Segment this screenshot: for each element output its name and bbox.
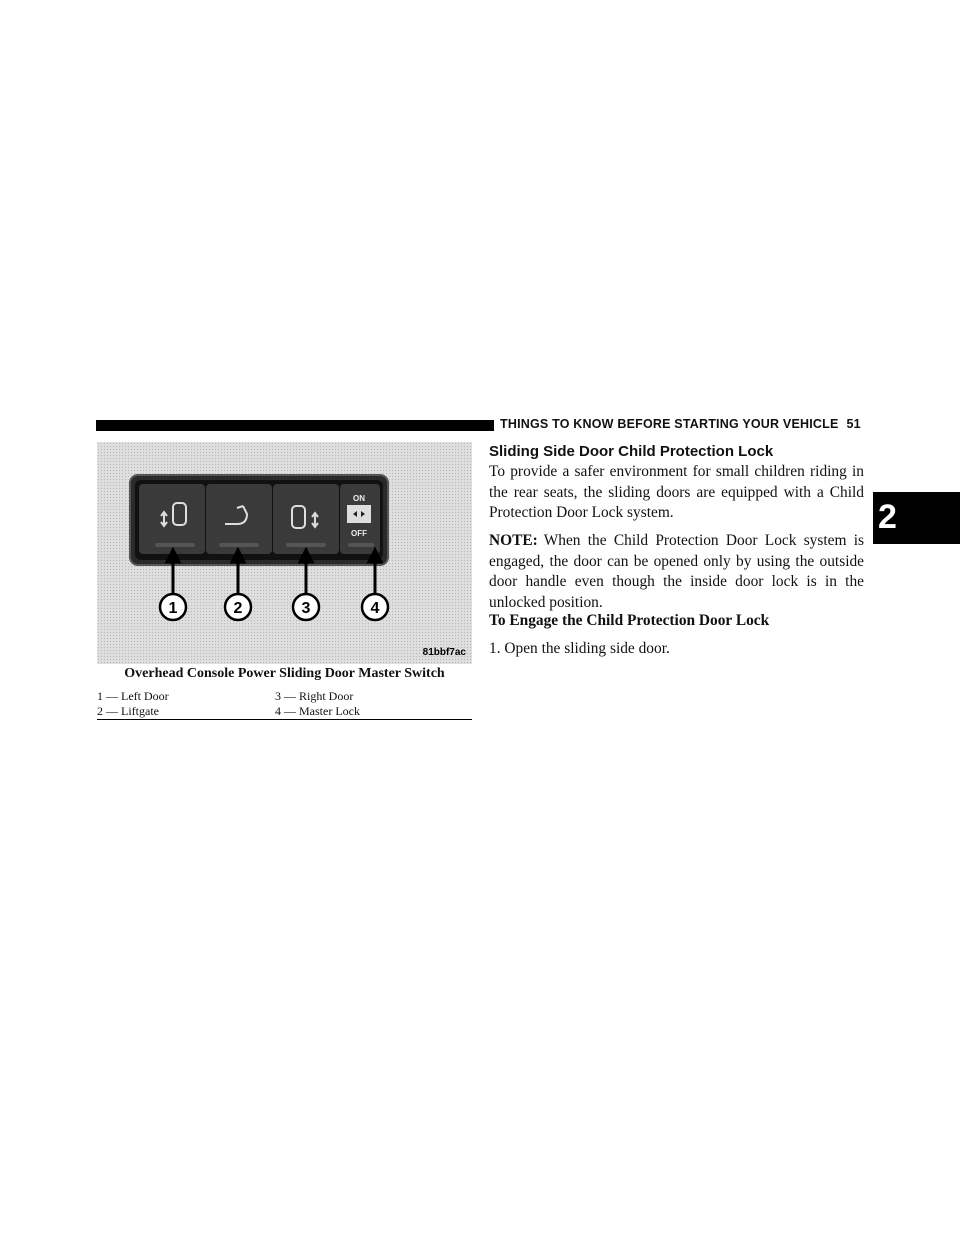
procedure-heading: To Engage the Child Protection Door Lock [489, 612, 770, 629]
figure-code: 81bbf7ac [422, 647, 466, 658]
legend-row [97, 689, 472, 704]
master-switch-illustration [97, 442, 472, 664]
figure-caption: Overhead Console Power Sliding Door Master Switch [124, 666, 445, 681]
switch-off-label: OFF [351, 529, 367, 538]
switch-on-label: ON [353, 494, 365, 503]
switch-figure [97, 442, 472, 664]
right-door-indicator [286, 543, 326, 547]
legend-item: 4 — Master Lock [275, 704, 360, 718]
procedure-step-1: 1. Open the sliding side door. [489, 640, 670, 657]
liftgate-indicator [219, 543, 259, 547]
running-header [500, 417, 861, 431]
page-number: 51 [846, 417, 861, 431]
chapter-number: 2 [878, 498, 897, 536]
figure-legend [97, 689, 472, 719]
legend-divider [97, 719, 472, 720]
note-paragraph [489, 531, 864, 613]
note-label: NOTE: [489, 532, 538, 549]
callout-label-2: 2 [233, 600, 243, 617]
legend-row [97, 704, 472, 719]
header-rule [96, 420, 494, 431]
legend-item: 1 — Left Door [97, 689, 169, 703]
note-text: When the Child Protection Door Lock system is engaged, the door can be opened only by using the outside door handle even though the inside door lock is in the unlocked position. [489, 532, 864, 611]
callout-label-3: 3 [301, 600, 311, 617]
legend-item: 3 — Right Door [275, 689, 354, 703]
callout-label-4: 4 [370, 600, 380, 617]
legend-item: 2 — Liftgate [97, 704, 159, 718]
master-lock-indicator [348, 543, 374, 547]
intro-paragraph: To provide a safer environment for small children riding in the rear seats, the sliding doors are equipped with a Child Protection Door Lock system. [489, 463, 864, 521]
section-title: Sliding Side Door Child Protection Lock [489, 443, 774, 460]
callout-label-1: 1 [168, 600, 178, 617]
master-lock-icon [347, 505, 371, 523]
left-door-indicator [155, 543, 195, 547]
header-title: THINGS TO KNOW BEFORE STARTING YOUR VEHICLE [500, 417, 839, 431]
